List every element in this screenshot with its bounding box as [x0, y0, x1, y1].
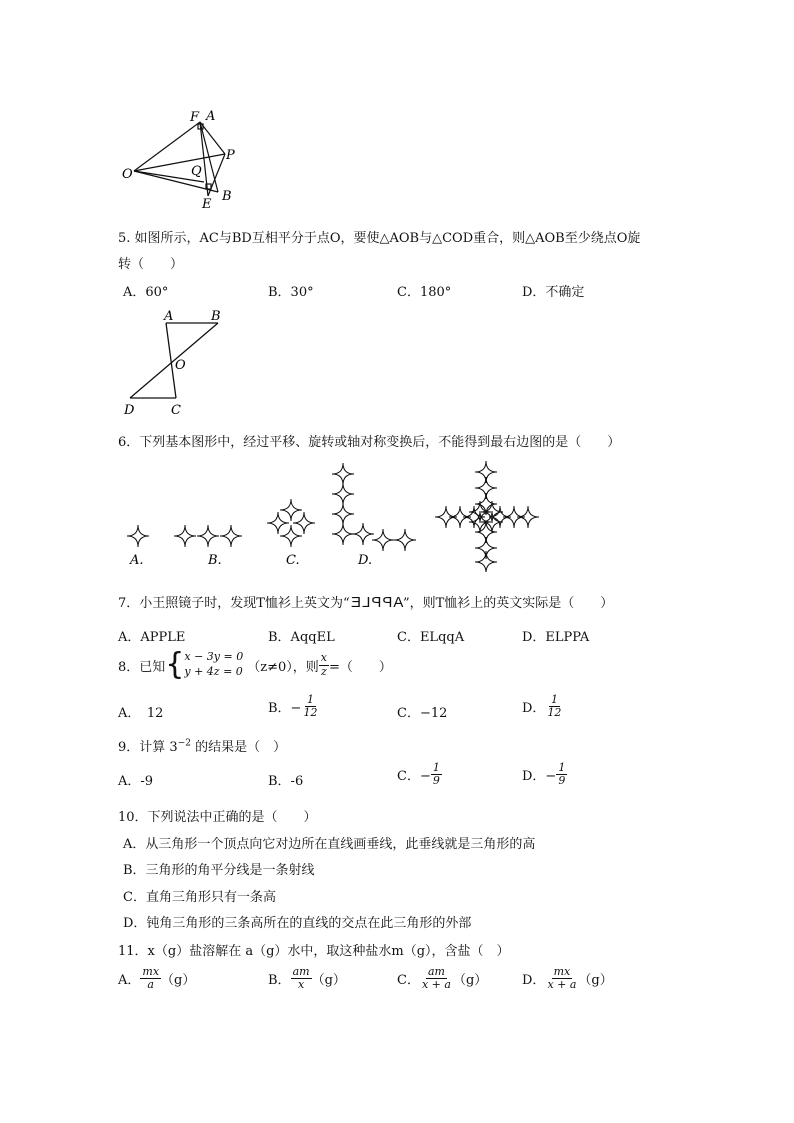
q11-option-a-label: A．	[118, 973, 141, 989]
q8-frac-den: z	[320, 664, 327, 678]
q11-option-c-label: C．	[397, 973, 420, 989]
label-B: B	[211, 309, 221, 324]
q7-text-before: 7．小王照镜子时，发现T恤衫上英文为“	[118, 596, 350, 611]
label-B: B.	[208, 553, 222, 568]
q7-option-b: B．AqqEL	[268, 630, 335, 645]
label-Q: Q	[191, 164, 202, 179]
q5-option-d: D．不确定	[522, 285, 585, 300]
q8-eq2: y + 4z = 0	[184, 665, 243, 678]
label-D: D	[124, 403, 135, 418]
label-E: E	[202, 197, 212, 212]
q8-fraction	[319, 652, 329, 677]
q8-option-b-fraction	[301, 694, 319, 719]
q11-option-d-unit: （g）	[578, 973, 613, 989]
q11-option-b-unit: （g）	[311, 973, 346, 989]
q5-text-line2: 转（ ）	[118, 257, 184, 272]
q9-exponent: −2	[177, 738, 191, 749]
q8-option-d	[522, 694, 563, 719]
q9-option-b: B．-6	[268, 774, 304, 789]
q8-option-c: C．−12	[397, 706, 448, 721]
figure-q5	[118, 306, 258, 418]
frac-den: 12	[547, 706, 562, 720]
frac-den: 12	[303, 706, 318, 720]
label-F: F	[190, 110, 200, 125]
q9-option-d-fraction	[556, 762, 567, 787]
q11-option-a-fraction	[140, 966, 161, 991]
q9-option-a: A．-9	[118, 774, 154, 789]
frac-den: 9	[432, 774, 440, 788]
q8-frac-num: x	[320, 651, 327, 665]
q8-option-b-label: B．−	[268, 701, 302, 717]
label-O: O	[175, 358, 186, 373]
q8-cond: （z≠0），则	[247, 659, 319, 675]
q11-option-d-fraction	[545, 966, 578, 991]
frac-num: 1	[306, 693, 314, 706]
q7-mirror-word-text: APPLE	[349, 594, 403, 611]
q9-prefix: 9．计算 3	[118, 740, 178, 755]
frac-num: mx	[553, 965, 571, 978]
q8-option-d-label: D．	[522, 701, 546, 717]
q11-option-d	[522, 966, 613, 991]
q10-option-b: B．三角形的角平分线是一条射线	[123, 863, 315, 878]
label-A: A.	[130, 553, 144, 568]
q11-option-a-unit: （g）	[161, 973, 196, 989]
q9-option-c	[397, 762, 442, 787]
q10-text: 10．下列说法中正确的是（ ）	[118, 810, 317, 825]
q7-text	[118, 592, 613, 611]
label-O: O	[122, 167, 133, 182]
q10-option-d: D．钝角三角形的三条高所在的直线的交点在此三角形的外部	[123, 916, 472, 931]
q8-eq1: x − 3y = 0	[184, 650, 244, 664]
label-D: D.	[358, 553, 373, 568]
q8-option-d-fraction	[545, 694, 563, 719]
q11-option-b-label: B．	[268, 973, 291, 989]
q11-option-d-label: D．	[522, 973, 546, 989]
q9-option-c-fraction	[431, 762, 442, 787]
q11-option-c	[397, 966, 487, 991]
q11-option-b-fraction	[291, 966, 312, 991]
q9-suffix: 的结果是（ ）	[190, 740, 287, 755]
frac-num: am	[292, 965, 310, 978]
frac-den: x + a	[547, 978, 577, 992]
q8-suffix: =（ ）	[328, 659, 392, 675]
q7-option-a: A．APPLE	[118, 630, 186, 645]
q7-option-d: D．ELPPA	[522, 630, 590, 645]
q10-option-a: A．从三角形一个顶点向它对边所在直线画垂线，此垂线就是三角形的高	[123, 837, 536, 852]
label-C: C	[171, 403, 181, 418]
q8-prefix: 8．已知	[118, 659, 166, 675]
q9-option-d-label: D．−	[522, 769, 557, 785]
q5-option-a: A．60°	[123, 285, 169, 300]
frac-num: 1	[550, 693, 558, 706]
label-A: A	[206, 109, 216, 124]
q5-text-line1: 5. 如图所示，AC与BD互相平分于点O，要使△AOB与△COD重合，则△AOB至少绕点O旋	[118, 231, 641, 246]
frac-den: x	[297, 978, 305, 992]
frac-den: x + a	[421, 978, 451, 992]
q8-equation-system	[184, 650, 243, 680]
label-C: C.	[286, 553, 300, 568]
q6-text: 6．下列基本图形中，经过平移、旋转或轴对称变换后，不能得到最右边图的是（ ）	[118, 435, 621, 450]
q11-option-c-unit: （g）	[452, 973, 488, 989]
q8-option-a: A． 12	[118, 706, 164, 721]
frac-num: 1	[432, 761, 440, 774]
q9-text	[118, 736, 286, 755]
label-P: P	[226, 148, 235, 163]
frac-num: 1	[558, 761, 566, 774]
q8-option-b	[268, 694, 319, 719]
q11-option-b	[268, 966, 346, 991]
figure-q4	[118, 104, 248, 212]
q10-option-c: C．直角三角形只有一条高	[123, 890, 276, 905]
q9-option-c-label: C．−	[397, 769, 431, 785]
q7-option-c: C．ELqqA	[397, 630, 465, 645]
q9-option-d	[522, 762, 567, 787]
label-A: A	[164, 309, 174, 324]
frac-num: am	[427, 965, 445, 978]
frac-den: 9	[558, 774, 566, 788]
figure-q6	[110, 460, 550, 572]
q5-option-c: C．180°	[397, 285, 452, 300]
q8-text	[118, 647, 392, 682]
q11-option-c-fraction	[420, 966, 453, 991]
frac-num: mx	[142, 965, 160, 978]
q11-option-a	[118, 966, 195, 991]
brace-icon: {	[165, 647, 185, 682]
label-B: B	[222, 189, 232, 204]
q11-text: 11．x（g）盐溶解在 a（g）水中，取这种盐水m（g），含盐（ ）	[118, 944, 510, 959]
q5-option-b: B．30°	[268, 285, 314, 300]
q7-mirror-word	[350, 594, 403, 611]
q7-text-after: ”，则T恤衫上的英文实际是（ ）	[402, 596, 614, 611]
frac-den: a	[147, 978, 154, 992]
